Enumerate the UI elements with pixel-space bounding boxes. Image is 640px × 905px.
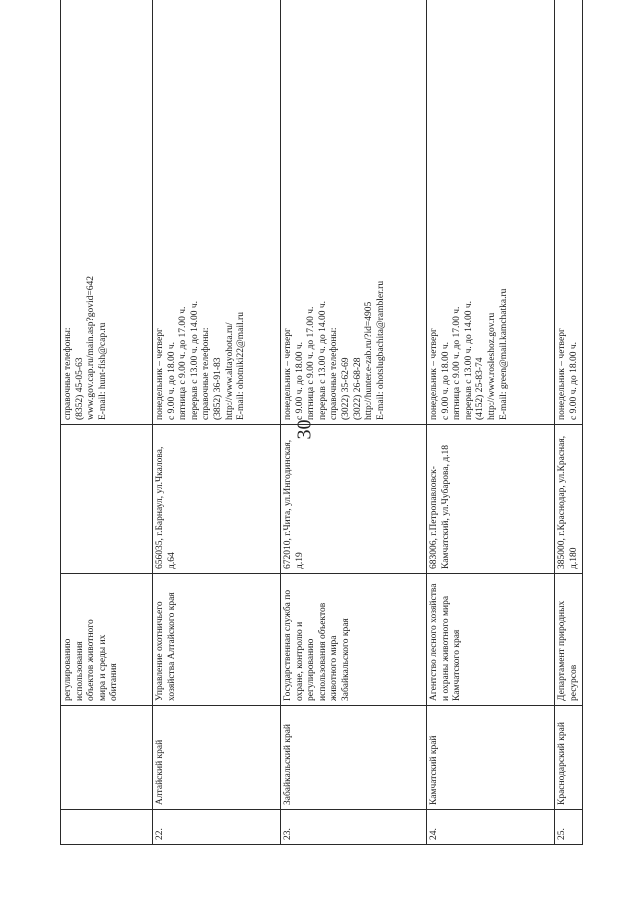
cell-region: Забайкальский край bbox=[281, 706, 427, 810]
contact-line: пятница с 9.00 ч. до 17.00 ч. bbox=[452, 306, 463, 420]
table-row bbox=[555, 0, 583, 845]
cell-agency bbox=[61, 574, 153, 706]
contact-line: E-mail: ohotslugbachita@rambler.ru bbox=[375, 280, 386, 420]
cell-contacts bbox=[153, 0, 281, 425]
cell-num: 24. bbox=[427, 810, 555, 845]
page-number: 30 bbox=[293, 419, 316, 440]
cell-num bbox=[61, 810, 153, 845]
agency-line: объектов животного bbox=[86, 619, 97, 701]
contact-line: с 9.00 ч. до 18.00 ч. bbox=[568, 342, 579, 420]
contact-line: понедельник – четверг bbox=[557, 328, 567, 420]
cell-num: 23. bbox=[281, 810, 427, 845]
contacts-table bbox=[60, 0, 583, 845]
cell-region: Камчатский край bbox=[427, 706, 555, 810]
contact-line: E-mail: hunt-fish@cap.ru bbox=[97, 322, 108, 420]
contact-line: перерыв с 13.00 ч. до 14.00 ч. bbox=[463, 301, 474, 420]
agency-line: мира и среды их bbox=[97, 634, 108, 701]
cell-address: 656035, г.Барнаул, ул.Чкалова, д.64 bbox=[153, 425, 281, 574]
contact-line: перерыв с 13.00 ч. до 14.00 ч. bbox=[317, 301, 328, 420]
contact-line: E-mail: ohotniki22@mail.ru bbox=[236, 312, 247, 420]
cell-address: 672010, г.Чита, ул.Ингодинская, д.19 bbox=[281, 425, 427, 574]
contact-line: www.gov.cap.ru/main.asp?govid=642 bbox=[86, 276, 97, 420]
table-row bbox=[61, 0, 153, 845]
contact-line: пятница с 9.00 ч. до 17.00 ч. bbox=[178, 306, 189, 420]
cell-agency: Управление охотничьего хозяйства Алтайского края bbox=[153, 574, 281, 706]
table-row bbox=[153, 0, 281, 845]
cell-region: Краснодарский край bbox=[555, 706, 583, 810]
cell-num: 22. bbox=[153, 810, 281, 845]
contact-line: http://www.rosleshoz.gov.ru bbox=[486, 312, 497, 420]
contact-line: http://hunter.e-zab.ru/?id=4905 bbox=[364, 301, 375, 420]
contact-line: с 9.00 ч. до 18.00 ч. bbox=[294, 342, 305, 420]
contact-line: (4152) 25-83-74 bbox=[475, 357, 486, 420]
contact-line: (8352) 45-05-63 bbox=[74, 357, 85, 420]
cell-contacts bbox=[555, 0, 583, 425]
contact-line: пятница с 9.00 ч. до 17.00 ч. bbox=[306, 306, 317, 420]
agency-line: использования bbox=[74, 641, 85, 701]
contact-line: перерыв с 13.00 ч. до 14.00 ч. bbox=[189, 301, 200, 420]
cell-region bbox=[61, 706, 153, 810]
contact-line: E-mail: green@mail.kamchatka.ru bbox=[498, 288, 509, 420]
cell-contacts bbox=[281, 0, 427, 425]
contact-line: справочные телефоны: bbox=[63, 327, 73, 420]
cell-address: 683006, г.Петропавловск-Камчатский, ул.Чубарова, д.18 bbox=[427, 425, 555, 574]
contact-line: с 9.00 ч. до 18.00 ч. bbox=[166, 342, 177, 420]
cell-contacts bbox=[61, 0, 153, 425]
cell-address: 385000, г.Краснодар, ул.Красная, д.180 bbox=[555, 425, 583, 574]
contact-line: (3022) 35-62-69 bbox=[340, 357, 351, 420]
contact-line: понедельник – четверг bbox=[155, 328, 165, 420]
agency-line: обитания bbox=[109, 663, 120, 701]
agency-line: регулированию bbox=[63, 638, 73, 701]
contact-line: (3852) 36-91-83 bbox=[212, 357, 223, 420]
contact-line: понедельник – четверг bbox=[429, 328, 439, 420]
contact-line: (3022) 26-68-28 bbox=[352, 357, 363, 420]
rotated-table-wrapper bbox=[60, 12, 579, 845]
contact-line: с 9.00 ч. до 18.00 ч. bbox=[440, 342, 451, 420]
contact-line: справочные телефоны: bbox=[329, 327, 340, 420]
cell-contacts bbox=[427, 0, 555, 425]
cell-agency: Департамент природных ресурсов bbox=[555, 574, 583, 706]
cell-agency: Государственная служба по охране, контролю и регулированию использования объектов животного мира Забайкальского края bbox=[281, 574, 427, 706]
cell-agency: Агентство лесного хозяйства и охраны животного мира Камчатского края bbox=[427, 574, 555, 706]
contact-line: справочные телефоны: bbox=[201, 327, 212, 420]
table-row bbox=[427, 0, 555, 845]
cell-region: Алтайский край bbox=[153, 706, 281, 810]
contact-line: http://www.altayohota.ru/ bbox=[224, 322, 235, 420]
table-row bbox=[281, 0, 427, 845]
cell-num: 25. bbox=[555, 810, 583, 845]
contact-line: понедельник – четверг bbox=[283, 328, 293, 420]
cell-address bbox=[61, 425, 153, 574]
